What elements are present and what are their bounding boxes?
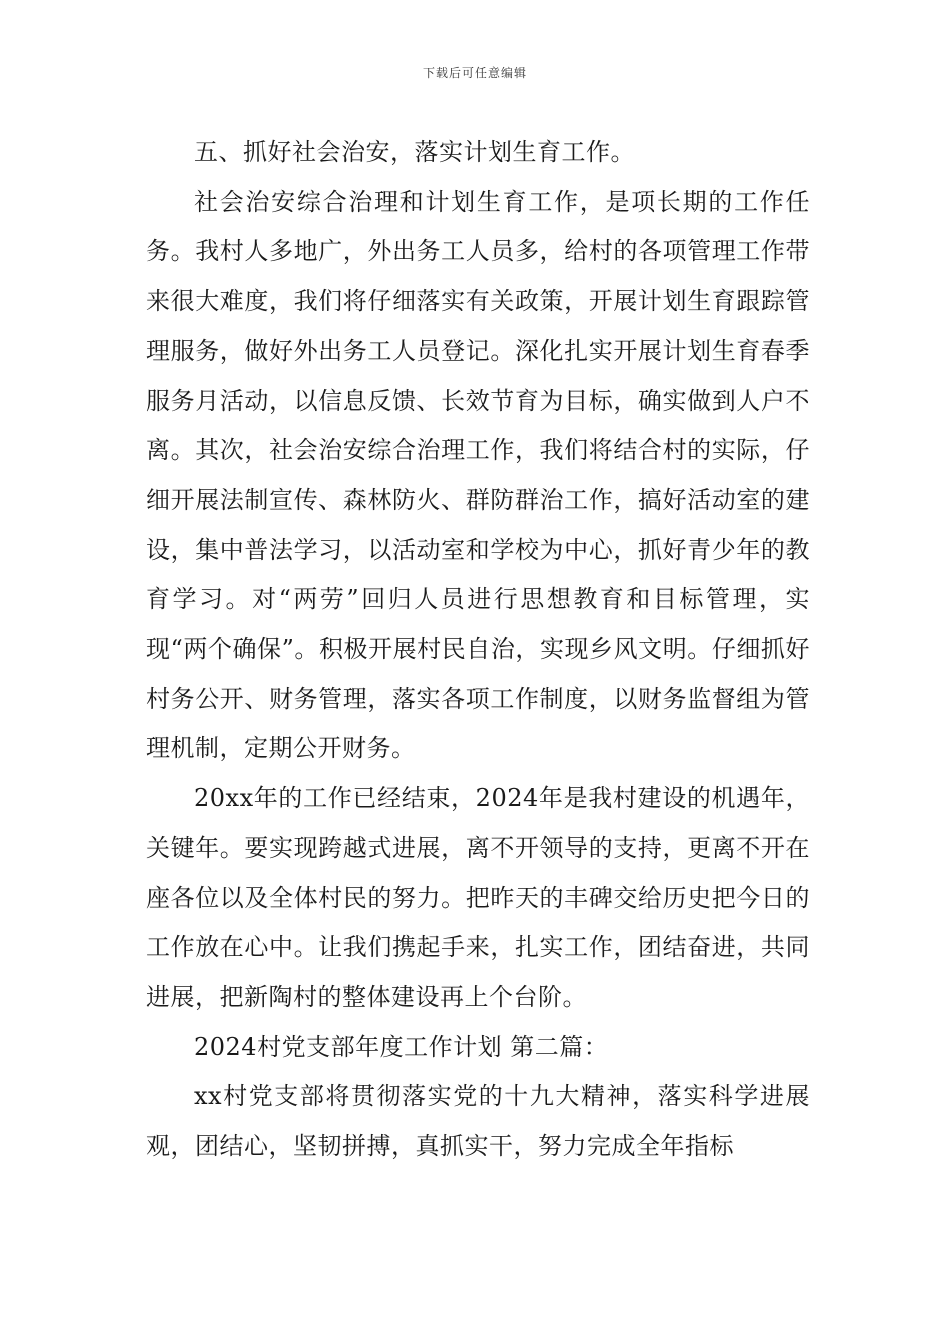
section-heading: 五、抓好社会治安，落实计划生育工作。 bbox=[194, 138, 635, 166]
paragraph-social-order: 社会治安综合治理和计划生育工作，是项长期的工作任务。我村人多地广，外出务工人员多，给村的各项管理工作带来很大难度，我们将仔细落实有关政策，开展计划生育跟踪管理服务，做好外出务工人员登记。深化扎实开展计划生育春季服务月活动，以信息反馈、长效节育为目标，确实做到人户不离。其次，社会治安综合治理工作，我们将结合村的实际，仔细开展法制宣传、森林防火、群防群治工作，搞好活动室的建设，集中普法学习，以活动室和学校为中心，抓好青少年的教育学习。对“两劳”回归人员进行思想教育和目标管理，实现“两个确保”。积极开展村民自治，实现乡风文明。仔细抓好村务公开、财务管理，落实各项工作制度，以财务监督组为管理机制，定期公开财务。 bbox=[146, 187, 810, 763]
section-subtitle: 2024村党支部年度工作计划 第二篇： bbox=[194, 1032, 609, 1061]
header-note: 下载后可任意编辑 bbox=[422, 66, 527, 80]
document-body bbox=[146, 128, 810, 1172]
paragraph-party-branch: xx村党支部将贯彻落实党的十九大精神，落实科学进展观，团结心，坚韧拼搏，真抓实干，努力完成全年指标 bbox=[146, 1082, 810, 1161]
paragraph-year-summary: 20xx年的工作已经结束，2024年是我村建设的机遇年，关键年。要实现跨越式进展，离不开领导的支持，更离不开在座各位以及全体村民的努力。把昨天的丰碑交给历史把今日的工作放在心中。让我们携起手来，扎实工作，团结奋进，共同进展，把新陶村的整体建设再上个台阶。 bbox=[146, 784, 810, 1011]
